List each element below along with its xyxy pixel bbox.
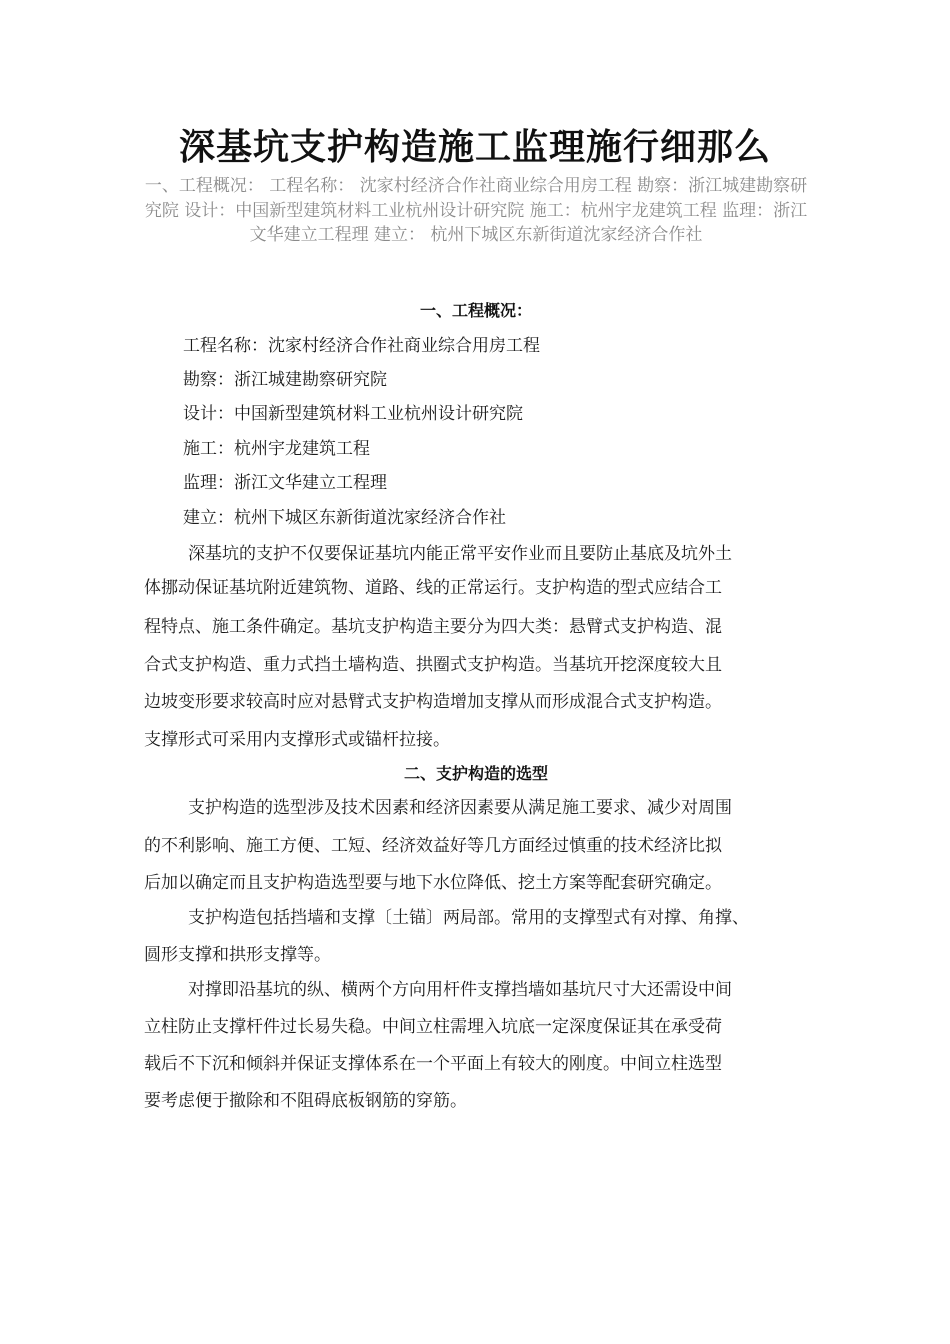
section-heading-overview: 一、工程概况： [419, 301, 532, 320]
paragraph-line: 支护构造的选型涉及技术因素和经济因素要从满足施工要求、减少对周围 [188, 798, 732, 818]
paragraph-line: 后加以确定而且支护构造选型要与地下水位降低、挖土方案等配套研究确定。 [144, 873, 722, 893]
info-line-construction: 施工：杭州宇龙建筑工程 [183, 439, 370, 459]
paragraph-line: 支护构造包括挡墙和支撑〔土锚〕两局部。常用的支撑型式有对撑、角撑、 [188, 908, 749, 928]
paragraph-line: 圆形支撑和拱形支撑等。 [144, 945, 331, 965]
paragraph-line: 边坡变形要求较高时应对悬臂式支护构造增加支撑从而形成混合式支护构造。 [144, 692, 722, 712]
section-heading-selection: 二、支护构造的选型 [403, 764, 548, 783]
paragraph-line: 载后不下沉和倾斜并保证支撑体系在一个平面上有较大的刚度。中间立柱选型 [144, 1054, 722, 1074]
paragraph-line: 立柱防止支撑杆件过长易失稳。中间立柱需埋入坑底一定深度保证其在承受荷 [144, 1017, 722, 1037]
paragraph-line: 支撑形式可采用内支撑形式或锚杆拉接。 [144, 730, 450, 750]
info-line-client: 建立：杭州下城区东新街道沈家经济合作社 [183, 508, 506, 528]
info-line-design: 设计：中国新型建筑材料工业杭州设计研究院 [183, 404, 523, 424]
info-line-survey: 勘察：浙江城建勘察研究院 [183, 370, 387, 390]
paragraph-line: 要考虑便于撤除和不阻碍底板钢筋的穿筋。 [144, 1091, 467, 1111]
paragraph-line: 对撑即沿基坑的纵、横两个方向用杆件支撑挡墙如基坑尺寸大还需设中间 [188, 980, 732, 1000]
paragraph-line: 深基坑的支护不仅要保证基坑内能正常平安作业而且要防止基底及坑外土 [188, 544, 732, 564]
paragraph-line: 体挪动保证基坑附近建筑物、道路、线的正常运行。支护构造的型式应结合工 [144, 578, 722, 598]
paragraph-line: 合式支护构造、重力式挡土墙构造、拱圈式支护构造。当基坑开挖深度较大且 [144, 655, 722, 675]
info-line-supervision: 监理：浙江文华建立工程理 [183, 473, 387, 493]
document-title: 深基坑支护构造施工监理施行细那么 [178, 126, 771, 168]
document-summary: 一、工程概况： 工程名称： 沈家村经济合作社商业综合用房工程 勘察：浙江城建勘察研究院 设计：中国新型建筑材料工业杭州设计研究院 施工：杭州宇龙建筑工程 监理：浙江文华建立工程理 建立： 杭州下城区东新街道沈家经济合作社 [144, 176, 808, 245]
paragraph-line: 的不利影响、施工方便、工短、经济效益好等几方面经过慎重的技术经济比拟 [144, 836, 722, 856]
info-line-project-name: 工程名称：沈家村经济合作社商业综合用房工程 [183, 336, 540, 356]
paragraph-line: 程特点、施工条件确定。基坑支护构造主要分为四大类：悬臂式支护构造、混 [144, 617, 722, 637]
